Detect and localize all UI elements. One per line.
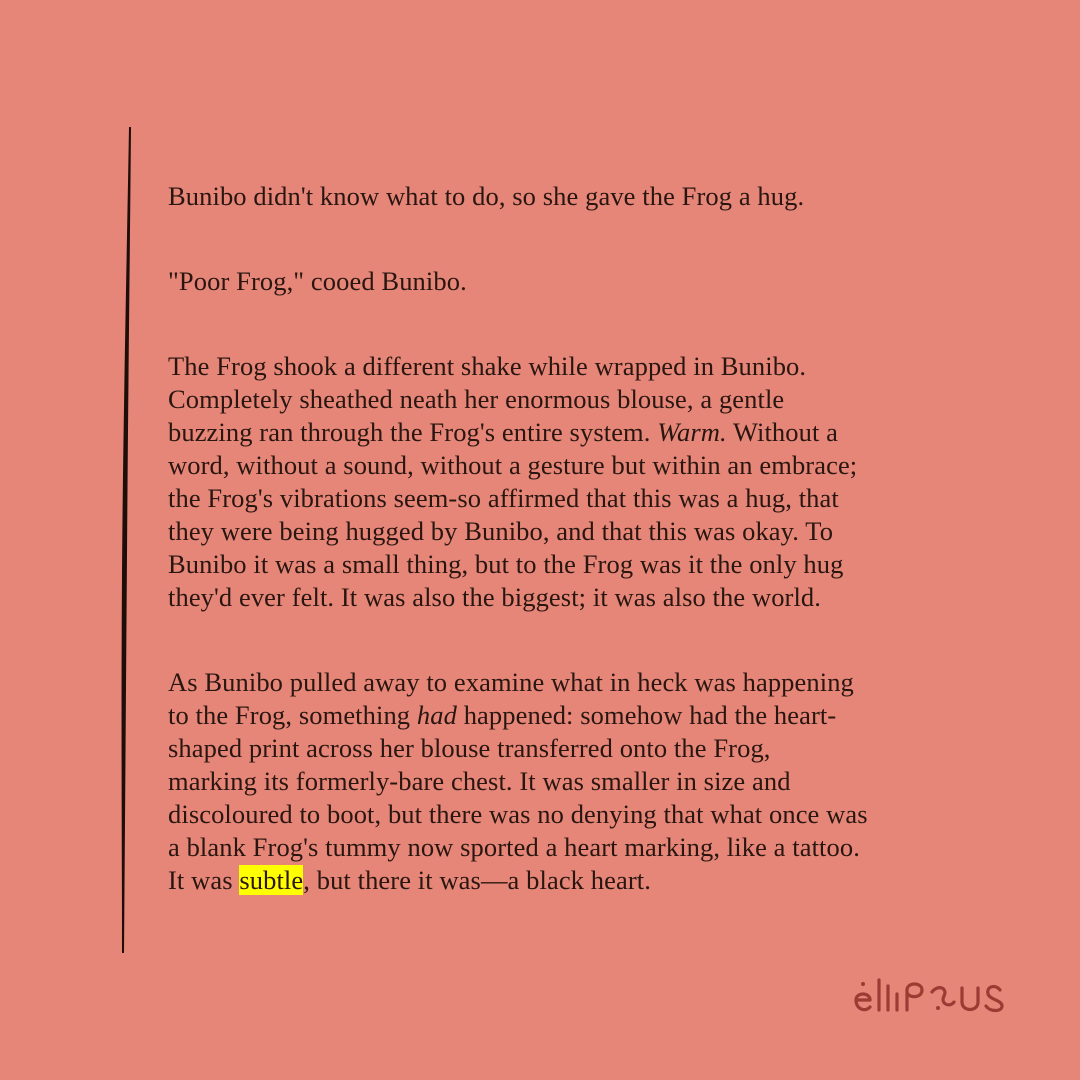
decorative-brush-stroke (110, 125, 140, 955)
highlighted-word[interactable]: subtle (239, 865, 304, 895)
ellipsus-logo (852, 970, 1007, 1018)
paragraph-1: Bunibo didn't know what to do, so she gave the Frog a hug. (168, 181, 805, 211)
paragraph-3: The Frog shook a different shake while wrapped in Bunibo. Completely sheathed neath her enormous blouse, a gentle buzzing ran through the Frog's entire system. Warm. Without a word, without a sound, without a gesture but within an embrace; the Frog's vibrations seem-so affirmed that this was a hug, that they were being hugged by Bunibo, and that this was okay. To Bunibo it was a small thing, but to the Frog was it the only hug they'd ever felt. It was also the biggest; it was also the world. (168, 351, 858, 612)
paragraph-4: As Bunibo pulled away to examine what in heck was happening to the Frog, something had happened: somehow had the heart- shaped print across her blouse transferred onto the Frog, marking its formerly-bare chest. It was smaller in size and discoloured to boot, but there was no denying that what once was a blank Frog's tummy now sported a heart marking, like a tattoo. It was subtle, but there it was—a black heart. (168, 667, 868, 895)
paragraph-2: "Poor Frog," cooed Bunibo. (168, 266, 467, 296)
emphasis-warm: Warm. (657, 417, 727, 447)
story-text (168, 180, 968, 949)
emphasis-had: had (416, 700, 457, 730)
